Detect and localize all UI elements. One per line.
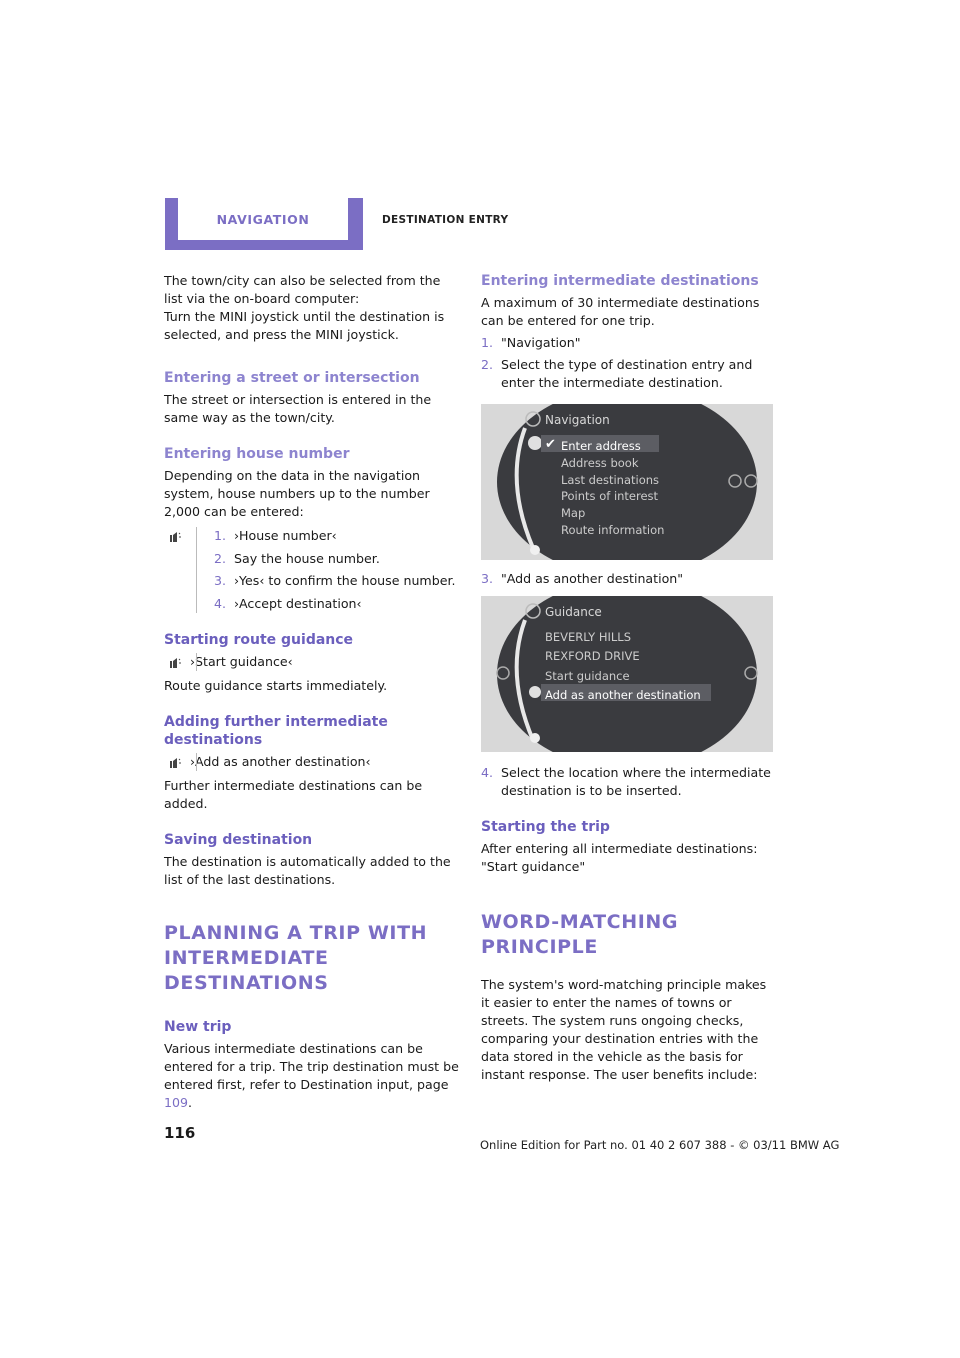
inter-heading: Entering intermediate destinations (481, 273, 759, 289)
voice-command-icon (168, 656, 182, 670)
page-number: 116 (164, 1124, 196, 1142)
list-item: 1. "Navigation" (481, 335, 581, 350)
planning-heading: PLANNING A TRIP WITH INTERMEDIATE DESTINATIONS (164, 921, 428, 994)
menu-item[interactable]: Points of interest (561, 489, 659, 503)
word-heading: WORD-MATCHING PRINCIPLE (481, 911, 679, 958)
menu-item[interactable]: Map (561, 506, 586, 520)
section-title: NAVIGATION (216, 211, 310, 227)
voice-divider (196, 753, 197, 771)
house-steps-block (164, 527, 460, 613)
trip-heading: Starting the trip (481, 819, 610, 835)
word-text: The system's word-matching principle makes it easier to enter the names of towns or streets. The system runs ongoing checks, comparing your destination entries with the data stored in the vehicle as the basis for instant response. The user benefits include: (481, 977, 767, 1082)
list-item: 2. Say the house number. (214, 550, 380, 566)
section-tab (165, 198, 363, 250)
newtrip-heading: New trip (164, 1018, 232, 1035)
menu-item[interactable]: Route information (561, 523, 665, 537)
voice-divider (196, 653, 197, 671)
adding-heading: Adding further intermediate destinations (164, 713, 388, 748)
menu-item[interactable]: Address book (561, 456, 639, 470)
menu-item[interactable]: Add as another destination (545, 688, 701, 702)
screen-title: Guidance (545, 605, 602, 619)
adding-text: Further intermediate destinations can be added. (164, 777, 423, 811)
navigation-menu-screenshot (481, 404, 773, 560)
voice-command-icon (168, 756, 182, 770)
newtrip-text: Various intermediate destinations can be entered for a trip. The trip destination must be entered first, refer to Destination input, page 109. (164, 1040, 459, 1110)
edition-footer: Online Edition for Part no. 01 40 2 607 388 - © 03/11 BMW AG (480, 1138, 840, 1152)
route-text: Route guidance starts immediately. (164, 677, 388, 693)
adding-voice-block (164, 753, 460, 771)
list-item: 4. ›Accept destination‹ (214, 595, 362, 611)
saving-heading: Saving destination (164, 831, 313, 848)
menu-item[interactable]: REXFORD DRIVE (545, 649, 640, 663)
voice-divider (196, 527, 197, 613)
menu-item[interactable]: Start guidance (545, 669, 630, 683)
intro-text: The town/city can also be selected from the list via the on-board computer: Turn the MINI joystick until the destination is selected, and press the MINI joystick. (164, 273, 445, 342)
trip-text: After entering all intermediate destinations: "Start guidance" (481, 841, 758, 874)
section-tab-inner (178, 198, 348, 240)
street-heading: Entering a street or intersection (164, 370, 420, 386)
list-item: 3. ›Yes‹ to confirm the house number. (214, 573, 456, 588)
saving-text: The destination is automatically added to the list of the last destinations. (164, 853, 451, 887)
list-item: 3. "Add as another destination" (481, 571, 684, 586)
voice-command-icon (168, 530, 182, 544)
adding-voice-command: ›Add as another destination‹ (190, 753, 371, 769)
screen-title: Navigation (545, 413, 610, 427)
route-voice-command: ›Start guidance‹ (190, 653, 293, 669)
list-item: 2. Select the type of destination entry and enter the intermediate destination. (481, 357, 753, 390)
right-column (481, 272, 777, 1084)
route-voice-block (164, 653, 460, 671)
inter-text: A maximum of 30 intermediate destinations can be entered for one trip. (481, 295, 760, 328)
list-item: 1. ›House number‹ (214, 528, 337, 543)
guidance-menu-screenshot (481, 596, 773, 752)
list-item: 4. Select the location where the intermediate destination is to be inserted. (481, 765, 771, 798)
menu-item[interactable]: Enter address (561, 439, 641, 453)
route-heading: Starting route guidance (164, 631, 354, 648)
check-icon: ✔ (545, 437, 556, 452)
left-column (164, 272, 460, 1112)
page-link[interactable]: 109 (164, 1094, 189, 1110)
menu-item[interactable]: BEVERLY HILLS (545, 630, 631, 644)
house-heading: Entering house number (164, 446, 350, 462)
subsection-title: DESTINATION ENTRY (382, 214, 509, 226)
street-text: The street or intersection is entered in the same way as the town/city. (164, 392, 432, 425)
house-text: Depending on the data in the navigation system, house numbers up to the number 2,000 can be entered: (164, 468, 430, 519)
menu-item[interactable]: Last destinations (561, 473, 660, 487)
